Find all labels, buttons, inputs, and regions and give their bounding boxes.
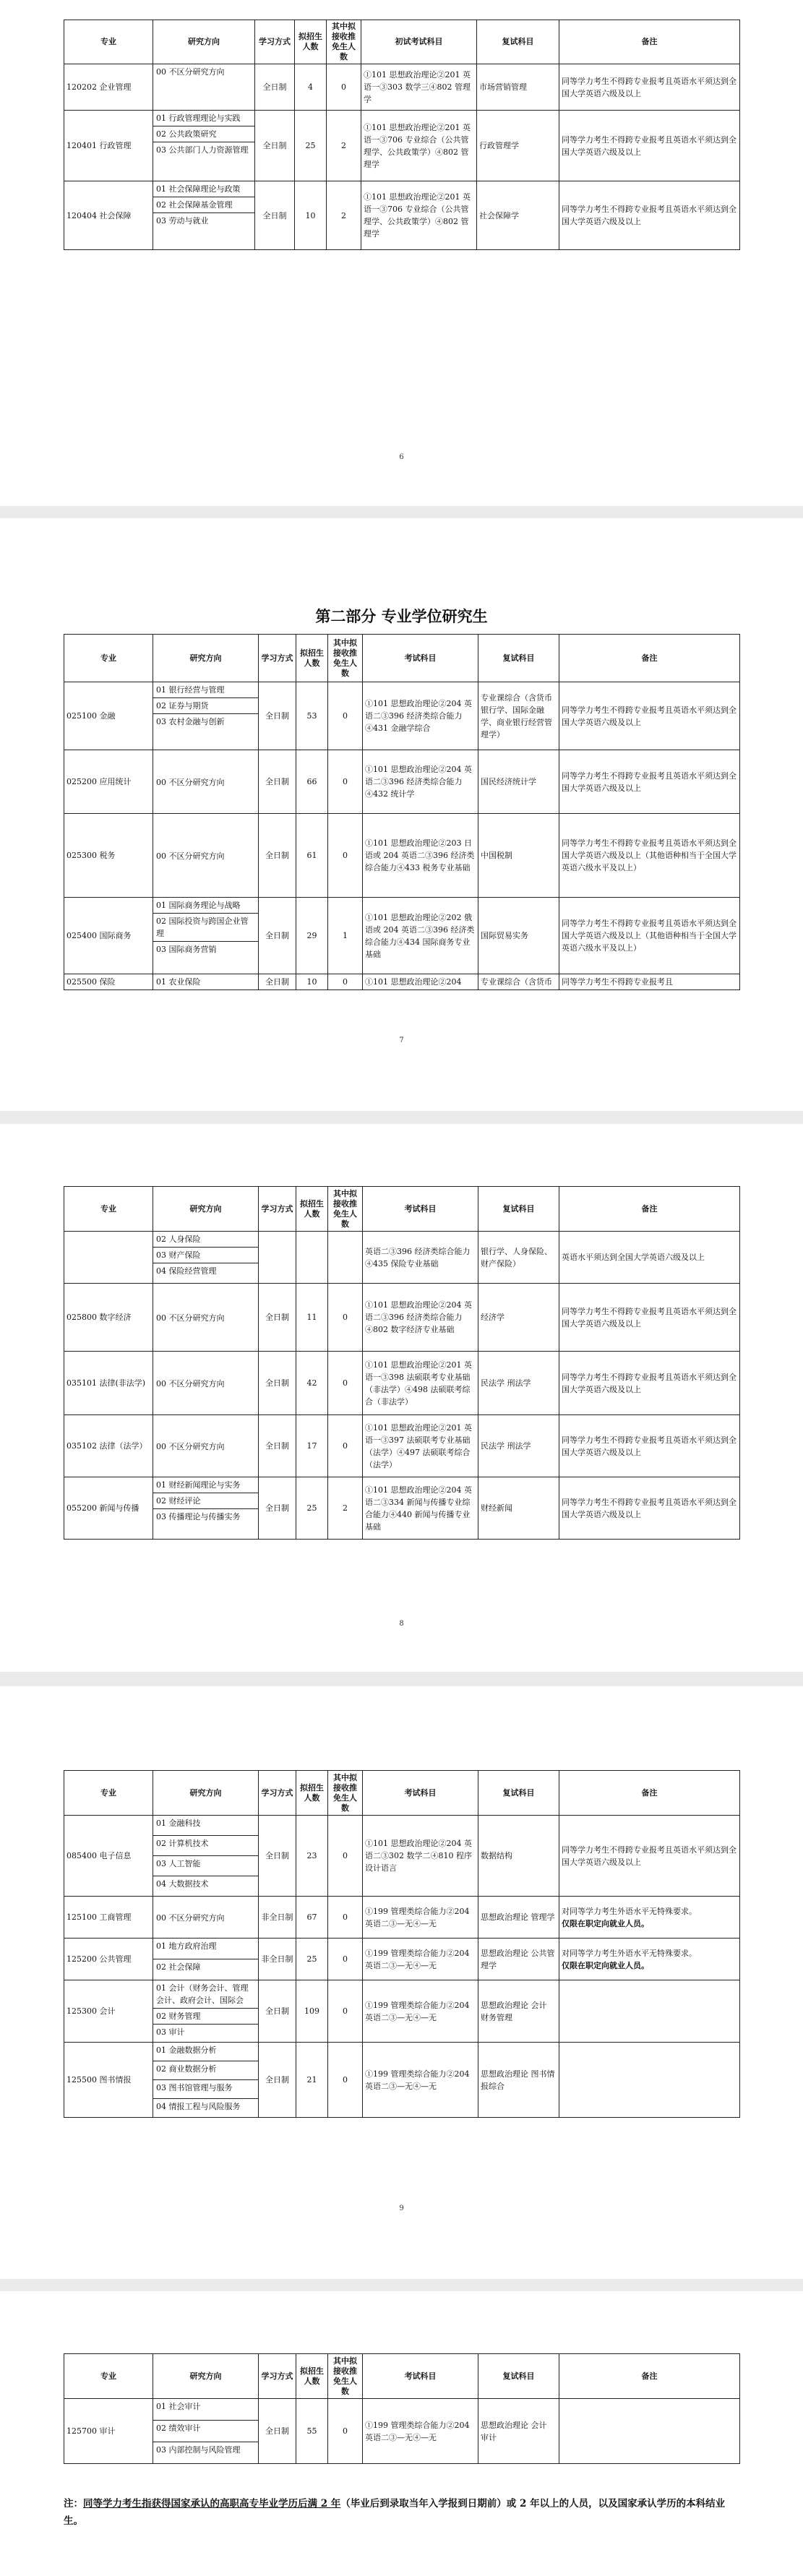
mode-cell: 全日制	[259, 2399, 296, 2464]
direction-item: 01 会计（财务会计、管理会计、政府会计、国际会	[153, 1980, 258, 2009]
exam-cell: 英语二③396 经济类综合能力④435 保险专业基础	[363, 1232, 478, 1284]
recommended-cell: 0	[328, 1980, 363, 2043]
direction-list	[153, 2043, 259, 2118]
retest-cell: 行政管理学	[477, 111, 559, 181]
table-row	[64, 1352, 740, 1415]
retest-cell: 银行学、人身保险、财产保险）	[478, 1232, 559, 1284]
col-header-quota: 拟招生人数	[296, 1187, 328, 1232]
major-cell	[64, 1232, 153, 1284]
direction-list	[153, 1477, 259, 1540]
col-header-recommended: 其中拟接收推免生人数	[328, 1187, 363, 1232]
quota-cell: 53	[296, 682, 328, 750]
major-cell: 035102 法律（法学）	[64, 1415, 153, 1477]
col-header-notes: 备注	[559, 20, 740, 64]
direction-item: 02 财务管理	[153, 2009, 258, 2025]
col-header-retest: 复试科目	[478, 1187, 559, 1232]
direction-item: 03 内部控制与风险管理	[156, 2445, 241, 2455]
col-header-exam: 考试科目	[363, 635, 478, 682]
table-row	[64, 974, 740, 990]
direction-list	[153, 64, 255, 111]
retest-cell: 专业课综合（含货币	[478, 974, 559, 990]
mode-cell: 全日制	[259, 1352, 296, 1415]
notes-cell: 同等学力考生不得跨专业报考且英语水平须达到全国大学英语六级及以上	[559, 1284, 740, 1352]
exam-cell: ①101 思想政治理论②201 英语一③706 专业综合（公共管理学、公共政策学）④802 管理学	[361, 111, 477, 181]
mode-cell: 全日制	[255, 64, 295, 111]
notes-cell: 同等学力考生不得跨专业报考且英语水平须达到全国大学英语六级及以上（其他语种相当于全国大学英语六级水平及以上）	[559, 814, 740, 898]
exam-cell: ①101 思想政治理论②201 英语一③706 专业综合（公共管理学、公共政策学）④802 管理学	[361, 181, 477, 250]
direction-list	[153, 1415, 259, 1477]
direction-item: 04 保险经营管理	[156, 1266, 217, 1276]
quota-cell: 42	[296, 1352, 328, 1415]
footnote-underlined: 同等学力考生指获得国家承认的高职高专毕业学历后满 2 年	[83, 2498, 341, 2510]
direction-item: 00 不区分研究方向	[156, 1379, 225, 1388]
notes-cell: 同等学力考生不得跨专业报考且英语水平须达到全国大学英语六级及以上	[559, 750, 740, 814]
recommended-cell: 0	[328, 1352, 363, 1415]
quota-cell	[296, 1232, 328, 1284]
mode-cell: 全日制	[259, 2043, 296, 2118]
retest-cell: 国民经济统计学	[478, 750, 559, 814]
exam-cell: ①199 管理类综合能力②204 英语二③—无④—无	[363, 2399, 478, 2464]
major-cell: 120404 社会保障	[64, 181, 153, 250]
direction-item: 03 国际商务营销	[156, 945, 217, 954]
notes-cell: 英语水平须达到全国大学英语六级及以上	[559, 1232, 740, 1284]
mode-cell: 全日制	[255, 111, 295, 181]
major-cell: 120401 行政管理	[64, 111, 153, 181]
notes-emphasis: 仅限在职定向就业人员。	[562, 1918, 649, 1928]
direction-item: 02 人身保险	[153, 1232, 258, 1248]
col-header-quota: 拟招生人数	[295, 20, 327, 64]
col-header-retest: 复试科目	[478, 1771, 559, 1816]
document-page-9	[0, 1686, 803, 2279]
col-header-direction: 研究方向	[153, 635, 259, 682]
notes-cell: 同等学力考生不得跨专业报考且英语水平须达到全国大学英语六级及以上	[559, 682, 740, 750]
direction-item: 03 公共部门人力资源管理	[156, 145, 249, 155]
mode-cell: 全日制	[259, 898, 296, 974]
table-row	[64, 2399, 740, 2464]
direction-item: 01 社会保障理论与政策	[153, 181, 254, 197]
section-title: 第二部分 专业学位研究生	[315, 607, 488, 625]
retest-cell: 思想政治理论 会计 财务管理	[478, 1980, 559, 2043]
col-header-major: 专业	[64, 1187, 153, 1232]
direction-list	[153, 2399, 259, 2464]
notes-cell	[559, 1897, 740, 1939]
table-row	[64, 1415, 740, 1477]
page-number: 9	[399, 2204, 404, 2212]
quota-cell: 23	[296, 1816, 328, 1897]
mode-cell: 全日制	[259, 682, 296, 750]
direction-item: 01 金融数据分析	[153, 2043, 258, 2061]
quota-cell: 25	[296, 1939, 328, 1980]
mode-cell: 全日制	[259, 750, 296, 814]
recommended-cell: 0	[328, 1939, 363, 1980]
direction-list	[153, 1939, 259, 1980]
direction-item: 00 不区分研究方向	[156, 67, 225, 77]
recommended-cell: 0	[328, 682, 363, 750]
exam-cell: ①101 思想政治理论②204 英语二③396 经济类综合能力④431 金融学综合	[363, 682, 478, 750]
mode-cell: 非全日制	[259, 1939, 296, 1980]
col-header-notes: 备注	[559, 2354, 740, 2399]
exam-cell: ①101 思想政治理论②204 英语二③396 经济类综合能力④432 统计学	[363, 750, 478, 814]
mode-cell	[259, 1232, 296, 1284]
major-cell: 120202 企业管理	[64, 64, 153, 111]
col-header-quota: 拟招生人数	[296, 1771, 328, 1816]
direction-item: 00 不区分研究方向	[156, 1913, 225, 1923]
mode-cell: 全日制	[259, 1816, 296, 1897]
page-number: 6	[399, 453, 404, 461]
notes-cell	[559, 2043, 740, 2118]
direction-item: 02 社会保障	[156, 1962, 201, 1972]
direction-list	[153, 1980, 259, 2043]
quota-cell: 4	[295, 64, 327, 111]
mode-cell: 全日制	[259, 974, 296, 990]
direction-item: 01 社会审计	[153, 2399, 258, 2421]
col-header-exam: 考试科目	[363, 1187, 478, 1232]
quota-cell: 55	[296, 2399, 328, 2464]
recommended-cell: 0	[328, 1284, 363, 1352]
table-row	[64, 1284, 740, 1352]
exam-cell: ①199 管理类综合能力②204 英语二③—无④—无	[363, 1980, 478, 2043]
col-header-retest: 复试科目	[477, 20, 559, 64]
direction-item: 03 农村金融与创新	[156, 717, 225, 726]
col-header-mode: 学习方式	[259, 635, 296, 682]
col-header-recommended: 其中拟接收推免生人数	[327, 20, 361, 64]
col-header-exam: 考试科目	[363, 1771, 478, 1816]
recommended-cell	[328, 1232, 363, 1284]
footnote-prefix: 注：	[64, 2498, 83, 2510]
recommended-cell: 0	[328, 1415, 363, 1477]
col-header-direction: 研究方向	[153, 1187, 259, 1232]
notes-emphasis: 仅限在职定向就业人员。	[562, 1960, 649, 1970]
exam-cell: ①199 管理类综合能力②204 英语二③—无④—无	[363, 2043, 478, 2118]
quota-cell: 29	[296, 898, 328, 974]
col-header-quota: 拟招生人数	[296, 2354, 328, 2399]
mode-cell: 全日制	[259, 1980, 296, 2043]
major-cell: 025200 应用统计	[64, 750, 153, 814]
page-number: 8	[399, 1620, 404, 1628]
notes-cell	[559, 1939, 740, 1980]
col-header-quota: 拟招生人数	[296, 635, 328, 682]
mode-cell: 非全日制	[259, 1897, 296, 1939]
col-header-mode: 学习方式	[259, 1771, 296, 1816]
col-header-notes: 备注	[559, 1187, 740, 1232]
quota-cell: 109	[296, 1980, 328, 2043]
col-header-mode: 学习方式	[259, 2354, 296, 2399]
table-row	[64, 1816, 740, 1897]
mode-cell: 全日制	[259, 1477, 296, 1540]
footnote	[64, 2495, 739, 2530]
table-row	[64, 750, 740, 814]
retest-cell: 国际贸易实务	[478, 898, 559, 974]
col-header-major: 专业	[64, 2354, 153, 2399]
table-row	[64, 2043, 740, 2118]
quota-cell: 67	[296, 1897, 328, 1939]
exam-cell: ①101 思想政治理论②204 英语二③334 新闻与传播专业综合能力④440 新闻与传播专业基础	[363, 1477, 478, 1540]
retest-cell: 社会保障学	[477, 181, 559, 250]
document-page-10	[0, 2291, 803, 2576]
recommended-cell: 2	[327, 181, 361, 250]
direction-list	[153, 750, 259, 814]
recommended-cell: 1	[328, 898, 363, 974]
retest-cell: 思想政治理论 公共管理学	[478, 1939, 559, 1980]
direction-item: 02 商业数据分析	[153, 2061, 258, 2080]
exam-cell: ①101 思想政治理论②204 英语二③396 经济类综合能力④802 数字经济专业基础	[363, 1284, 478, 1352]
direction-list	[153, 1897, 259, 1939]
direction-item: 04 情报工程与风险服务	[156, 2102, 241, 2111]
col-header-retest: 复试科目	[478, 2354, 559, 2399]
quota-cell: 61	[296, 814, 328, 898]
major-cell: 025300 税务	[64, 814, 153, 898]
exam-cell: ①101 思想政治理论②203 日语或 204 英语二③396 经济类综合能力④433 税务专业基础	[363, 814, 478, 898]
major-cell: 125700 审计	[64, 2399, 153, 2464]
col-header-mode: 学习方式	[259, 1187, 296, 1232]
direction-item: 02 财经评论	[153, 1493, 258, 1509]
admission-table-page-6	[64, 20, 740, 250]
direction-item: 01 金融科技	[153, 1816, 258, 1836]
table-row	[64, 682, 740, 750]
direction-item: 02 国际投资与跨国企业管理	[153, 914, 258, 942]
quota-cell: 17	[296, 1415, 328, 1477]
col-header-major: 专业	[64, 635, 153, 682]
major-cell: 025500 保险	[64, 974, 153, 990]
retest-cell: 中国税制	[478, 814, 559, 898]
major-cell: 125300 会计	[64, 1980, 153, 2043]
col-header-notes: 备注	[559, 1771, 740, 1816]
direction-list	[153, 111, 255, 181]
col-header-retest: 复试科目	[478, 635, 559, 682]
direction-item: 02 社会保障基金管理	[153, 197, 254, 213]
quota-cell: 21	[296, 2043, 328, 2118]
major-cell: 125100 工商管理	[64, 1897, 153, 1939]
notes-cell: 同等学力考生不得跨专业报考且英语水平须达到全国大学英语六级及以上	[559, 1415, 740, 1477]
table-row	[64, 111, 740, 181]
direction-list	[153, 1816, 259, 1897]
exam-cell: ①199 管理类综合能力②204 英语二③—无④—无	[363, 1897, 478, 1939]
notes-text: 对同等学力考生外语水平无特殊要求。	[562, 1906, 697, 1916]
exam-cell: ①101 思想政治理论②202 俄语或 204 英语二③396 经济类综合能力④434 国际商务专业基础	[363, 898, 478, 974]
retest-cell: 市场营销管理	[477, 64, 559, 111]
direction-item: 00 不区分研究方向	[156, 1442, 225, 1451]
direction-item: 01 农业保险	[156, 977, 201, 987]
major-cell: 125200 公共管理	[64, 1939, 153, 1980]
quota-cell: 66	[296, 750, 328, 814]
direction-item: 02 证券与期货	[153, 698, 258, 714]
direction-item: 02 绩效审计	[153, 2421, 258, 2442]
direction-item: 03 传播理论与传播实务	[156, 1512, 241, 1521]
mode-cell: 全日制	[259, 1284, 296, 1352]
direction-item: 01 国际商务理论与战略	[153, 898, 258, 914]
table-row	[64, 898, 740, 974]
recommended-cell: 0	[328, 2043, 363, 2118]
document-page-8	[0, 1124, 803, 1672]
direction-item: 03 图书馆管理与服务	[153, 2080, 258, 2099]
notes-cell: 同等学力考生不得跨专业报考且英语水平须达到全国大学英语六级及以上	[559, 1352, 740, 1415]
exam-cell: ①101 思想政治理论②201 英语一③398 法硕联考专业基础（非法学）④498 法硕联考综合（非法学）	[363, 1352, 478, 1415]
major-cell: 025800 数字经济	[64, 1284, 153, 1352]
direction-list	[153, 1284, 259, 1352]
direction-item: 03 审计	[156, 2027, 185, 2037]
col-header-direction: 研究方向	[153, 20, 255, 64]
recommended-cell: 0	[328, 974, 363, 990]
admission-table-page-9	[64, 1770, 740, 2118]
direction-list	[153, 898, 259, 974]
footnote-rest: （毕业后到录取当年入学报到日期前）或 2 年以上的人员，以及国家承认学历的本科结业生。	[64, 2498, 726, 2527]
major-cell: 025400 国际商务	[64, 898, 153, 974]
col-header-recommended: 其中拟接收推免生人数	[328, 2354, 363, 2399]
recommended-cell: 2	[328, 1477, 363, 1540]
table-row	[64, 1939, 740, 1980]
col-header-major: 专业	[64, 20, 153, 64]
retest-cell: 民法学 刑法学	[478, 1352, 559, 1415]
major-cell: 025100 金融	[64, 682, 153, 750]
notes-cell: 同等学力考生不得跨专业报考且英语水平须达到全国大学英语六级及以上	[559, 1816, 740, 1897]
direction-list	[153, 1232, 259, 1284]
notes-cell: 同等学力考生不得跨专业报考且英语水平须达到全国大学英语六级及以上	[559, 64, 740, 111]
admission-table-page-10	[64, 2353, 740, 2464]
major-cell: 085400 电子信息	[64, 1816, 153, 1897]
admission-table-page-8	[64, 1186, 740, 1540]
table-row	[64, 1980, 740, 2043]
direction-list	[153, 682, 259, 750]
quota-cell: 11	[296, 1284, 328, 1352]
direction-item: 04 大数据技术	[156, 1879, 209, 1889]
mode-cell: 全日制	[255, 181, 295, 250]
direction-list	[153, 974, 259, 990]
table-row	[64, 64, 740, 111]
admission-table-page-7	[64, 634, 740, 990]
notes-cell: 同等学力考生不得跨专业报考且英语水平须达到全国大学英语六级及以上	[559, 1477, 740, 1540]
recommended-cell: 0	[327, 64, 361, 111]
table-row	[64, 1897, 740, 1939]
exam-cell: ①101 思想政治理论②201 英语一③303 数学三④802 管理学	[361, 64, 477, 111]
table-row	[64, 814, 740, 898]
recommended-cell: 2	[327, 111, 361, 181]
col-header-direction: 研究方向	[153, 2354, 259, 2399]
retest-cell: 思想政治理论 管理学	[478, 1897, 559, 1939]
exam-cell: ①101 思想政治理论②204	[363, 974, 478, 990]
notes-cell: 同等学力考生不得跨专业报考且英语水平须达到全国大学英语六级及以上（其他语种相当于全国大学英语六级水平及以上）	[559, 898, 740, 974]
document-page-6	[0, 0, 803, 506]
direction-item: 03 劳动与就业	[156, 216, 209, 226]
document-page-7	[0, 518, 803, 1111]
exam-cell: ①101 思想政治理论②201 英语一③397 法硕联考专业基础（法学）④497 法硕联考综合（法学）	[363, 1415, 478, 1477]
notes-cell: 同等学力考生不得跨专业报考且英语水平须达到全国大学英语六级及以上	[559, 111, 740, 181]
exam-cell: ①199 管理类综合能力②204 英语二③—无④—无	[363, 1939, 478, 1980]
direction-item: 03 人工智能	[153, 1856, 258, 1876]
quota-cell: 25	[296, 1477, 328, 1540]
col-header-mode: 学习方式	[255, 20, 295, 64]
retest-cell: 经济学	[478, 1284, 559, 1352]
table-row	[64, 181, 740, 250]
notes-cell	[559, 1980, 740, 2043]
recommended-cell: 0	[328, 814, 363, 898]
retest-cell: 思想政治理论 图书情报综合	[478, 2043, 559, 2118]
recommended-cell: 0	[328, 2399, 363, 2464]
direction-item: 00 不区分研究方向	[156, 778, 225, 787]
col-header-exam: 初试考试科目	[361, 20, 477, 64]
quota-cell: 10	[295, 181, 327, 250]
retest-cell: 数据结构	[478, 1816, 559, 1897]
direction-item: 02 公共政策研究	[153, 126, 254, 142]
retest-cell: 专业课综合（含货币银行学、国际金融学、商业银行经营管理学）	[478, 682, 559, 750]
recommended-cell: 0	[328, 750, 363, 814]
direction-item: 00 不区分研究方向	[156, 1313, 225, 1323]
col-header-notes: 备注	[559, 635, 740, 682]
major-cell: 035101 法律(非法学)	[64, 1352, 153, 1415]
table-row	[64, 1477, 740, 1540]
exam-cell: ①101 思想政治理论②204 英语二③302 数学二④810 程序设计语言	[363, 1816, 478, 1897]
table-row	[64, 1232, 740, 1284]
direction-list	[153, 181, 255, 250]
direction-item: 01 银行经营与管理	[153, 682, 258, 698]
recommended-cell: 0	[328, 1816, 363, 1897]
notes-cell: 同等学力考生不得跨专业报考且	[559, 974, 740, 990]
retest-cell: 思想政治理论 会计 审计	[478, 2399, 559, 2464]
col-header-exam: 考试科目	[363, 2354, 478, 2399]
notes-cell	[559, 2399, 740, 2464]
direction-item: 00 不区分研究方向	[156, 851, 225, 861]
retest-cell: 民法学 刑法学	[478, 1415, 559, 1477]
retest-cell: 财经新闻	[478, 1477, 559, 1540]
mode-cell: 全日制	[259, 1415, 296, 1477]
col-header-direction: 研究方向	[153, 1771, 259, 1816]
direction-list	[153, 814, 259, 898]
direction-item: 01 行政管理理论与实践	[153, 111, 254, 126]
direction-item: 03 财产保险	[153, 1248, 258, 1263]
col-header-major: 专业	[64, 1771, 153, 1816]
quota-cell: 10	[296, 974, 328, 990]
page-number: 7	[399, 1036, 404, 1044]
mode-cell: 全日制	[259, 814, 296, 898]
recommended-cell: 0	[328, 1897, 363, 1939]
direction-item: 01 财经新闻理论与实务	[153, 1477, 258, 1493]
col-header-recommended: 其中拟接收推免生人数	[328, 1771, 363, 1816]
direction-item: 02 计算机技术	[153, 1836, 258, 1856]
major-cell: 055200 新闻与传播	[64, 1477, 153, 1540]
quota-cell: 25	[295, 111, 327, 181]
notes-text: 对同等学力考生外语水平无特殊要求。	[562, 1948, 697, 1958]
direction-list	[153, 1352, 259, 1415]
direction-item: 01 地方政府治理	[153, 1939, 258, 1959]
col-header-recommended: 其中拟接收推免生人数	[328, 635, 363, 682]
major-cell: 125500 图书情报	[64, 2043, 153, 2118]
notes-cell: 同等学力考生不得跨专业报考且英语水平须达到全国大学英语六级及以上	[559, 181, 740, 250]
